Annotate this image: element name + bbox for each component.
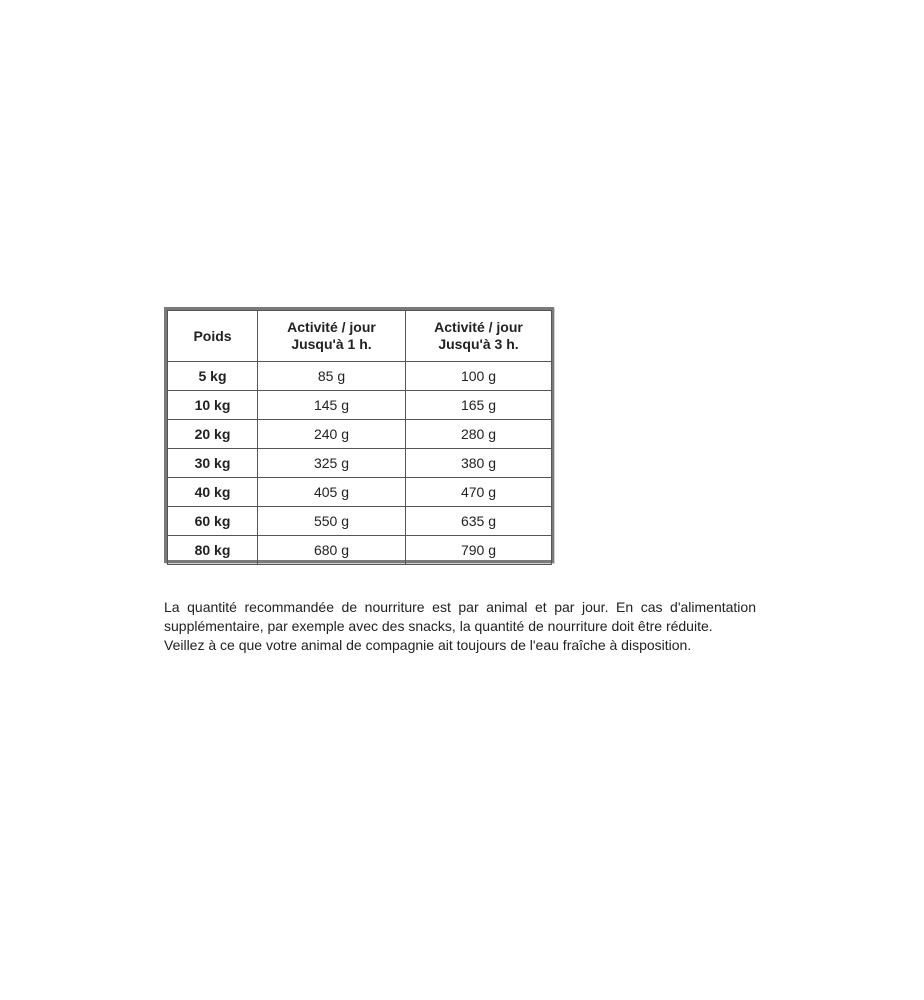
- cell-amount-3h: 380 g: [406, 449, 552, 478]
- cell-amount-1h: 550 g: [258, 507, 406, 536]
- header-activity-3h-line1: Activité / jour: [434, 319, 523, 335]
- cell-amount-3h: 165 g: [406, 391, 552, 420]
- feeding-table: [167, 310, 552, 565]
- feeding-table-frame: [164, 307, 554, 563]
- cell-amount-3h: 790 g: [406, 536, 552, 565]
- cell-amount-1h: 405 g: [258, 478, 406, 507]
- cell-amount-1h: 145 g: [258, 391, 406, 420]
- header-activity-3h: [406, 311, 552, 362]
- notes-paragraph-water: Veillez à ce que votre animal de compagnie ait toujours de l'eau fraîche à disposition.: [164, 637, 692, 653]
- cell-weight: 80 kg: [168, 536, 258, 565]
- header-activity-1h-line1: Activité / jour: [287, 319, 376, 335]
- table-row: [168, 536, 552, 565]
- cell-amount-3h: 635 g: [406, 507, 552, 536]
- header-weight-label: Poids: [193, 327, 232, 344]
- header-weight: [168, 311, 258, 362]
- table-row: [168, 420, 552, 449]
- table-row: [168, 391, 552, 420]
- table-row: [168, 449, 552, 478]
- header-activity-1h-line2: Jusqu'à 1 h.: [291, 336, 372, 352]
- table-row: [168, 478, 552, 507]
- cell-weight: 10 kg: [168, 391, 258, 420]
- cell-weight: 40 kg: [168, 478, 258, 507]
- cell-amount-1h: 85 g: [258, 362, 406, 391]
- cell-weight: 20 kg: [168, 420, 258, 449]
- cell-amount-1h: 240 g: [258, 420, 406, 449]
- notes-paragraph-quantity: La quantité recommandée de nourriture est par animal et par jour. En cas d'alimentation supplémentaire, par exemple avec des snacks, la quantité de nourriture doit être réduite.: [164, 599, 756, 634]
- table-header-row: [168, 311, 552, 362]
- cell-weight: 60 kg: [168, 507, 258, 536]
- feeding-notes: [164, 598, 756, 655]
- cell-amount-3h: 280 g: [406, 420, 552, 449]
- cell-amount-3h: 470 g: [406, 478, 552, 507]
- table-row: [168, 507, 552, 536]
- header-activity-3h-line2: Jusqu'à 3 h.: [438, 336, 519, 352]
- cell-weight: 5 kg: [168, 362, 258, 391]
- cell-amount-1h: 680 g: [258, 536, 406, 565]
- table-row: [168, 362, 552, 391]
- cell-weight: 30 kg: [168, 449, 258, 478]
- cell-amount-3h: 100 g: [406, 362, 552, 391]
- header-activity-1h: [258, 311, 406, 362]
- cell-amount-1h: 325 g: [258, 449, 406, 478]
